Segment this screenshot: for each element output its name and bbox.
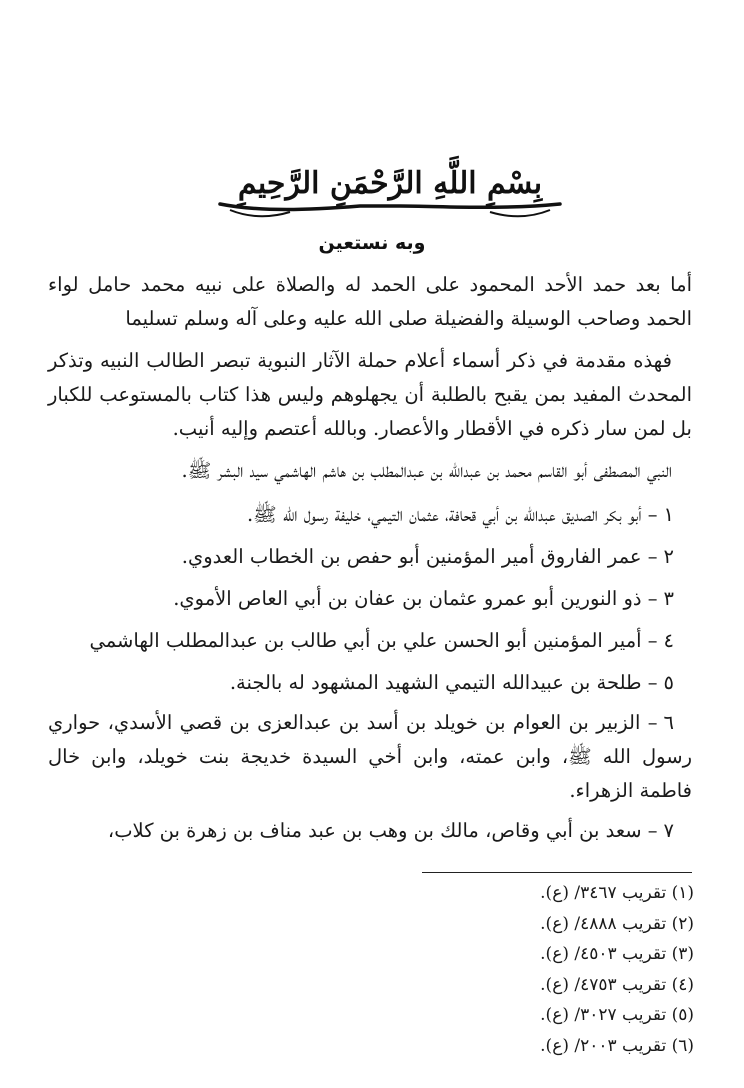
subheading: وبه نستعين: [318, 232, 426, 254]
main-text: [48, 268, 692, 854]
list-item-number: ٢: [663, 545, 674, 568]
list-item: [48, 706, 692, 808]
list-item: [48, 538, 692, 576]
footnote: (٦) تقريب ٢٠٠٣/ (ع).: [540, 1035, 694, 1056]
footnotes: [294, 878, 694, 1061]
footnote: (٥) تقريب ٣٠٢٧/ (ع).: [540, 1005, 694, 1025]
list-item-number: ٤: [663, 629, 674, 652]
list-item-number: ١: [663, 503, 674, 526]
list-item: [48, 812, 692, 850]
footnote: (٤) تقريب ٤٧٥٣/ (ع).: [540, 974, 694, 995]
list-item: [48, 496, 692, 534]
basmala-text: بِسْمِ اللَّهِ الرَّحْمَنِ الرَّحِيمِ: [237, 166, 543, 201]
list-item-text: – أمير المؤمنين أبو الحسن علي بن أبي طالب بن عبدالمطلب الهاشمي: [89, 629, 658, 652]
list-item: [48, 664, 692, 702]
list-item-text: – أبو بكر الصديق عبدالله بن أبي قحافة، عثمان التيمي، خليفة رسول الله ﷺ.: [246, 503, 658, 526]
list-item-text: – سعد بن أبي وقاص، مالك بن وهب بن عبد مناف بن زهرة بن كلاب،: [107, 819, 658, 842]
basmala-calligraphy: [200, 160, 580, 230]
list-item-text: – طلحة بن عبيدالله التيمي الشهيد المشهود له بالجنة.: [229, 671, 658, 694]
list-item-number: ٦: [663, 711, 674, 734]
list-item-number: ٥: [663, 671, 674, 694]
paragraph-prophet: النبي المصطفى أبو القاسم محمد بن عبدالله بن عبدالمطلب بن هاشم الهاشمي سيد البشر ﷺ.: [181, 459, 672, 482]
footnote: (٢) تقريب ٤٨٨٨/ (ع).: [540, 913, 694, 934]
paragraph-opening: أما بعد حمد الأحد المحمود على الحمد له والصلاة على نبيه محمد حامل لواء الحمد وصاحب الوسيلة والفضيلة صلى الله عليه وعلى آله وسلم تسليما: [48, 273, 692, 330]
list-item: [48, 622, 692, 660]
footnote: (١) تقريب ٣٤٦٧/ (ع).: [540, 883, 694, 903]
list-item-number: ٧: [663, 819, 674, 842]
list-item-text: – عمر الفاروق أمير المؤمنين أبو حفص بن الخطاب العدوي.: [181, 545, 658, 568]
list-item-text: – ذو النورين أبو عمرو عثمان بن عفان بن أبي العاص الأموي.: [173, 587, 658, 610]
list-item: [48, 580, 692, 618]
list-item-text: – الزبير بن العوام بن خويلد بن أسد بن عبدالعزى بن قصي الأسدي، حواري رسول الله ﷺ، وابن عمته، وابن أخي السيدة خديجة بنت خويلد، وابن خال فاطمة الزهراء.: [48, 711, 692, 802]
footnote-separator: [422, 872, 692, 873]
list-item-number: ٣: [663, 587, 674, 610]
footnote: (٣) تقريب ٤٥٠٣/ (ع).: [540, 944, 694, 964]
paragraph-introduction: فهذه مقدمة في ذكر أسماء أعلام حملة الآثار النبوية تبصر الطالب النبيه وتذكر المحدث المفيد بمن يقبح بالطلبة أن يجهلوهم وليس هذا كتاب بالمستوعب للكبار بل لمن سار ذكره في الأقطار والأعصار. وبالله أعتصم وإليه أنيب.: [48, 349, 692, 440]
